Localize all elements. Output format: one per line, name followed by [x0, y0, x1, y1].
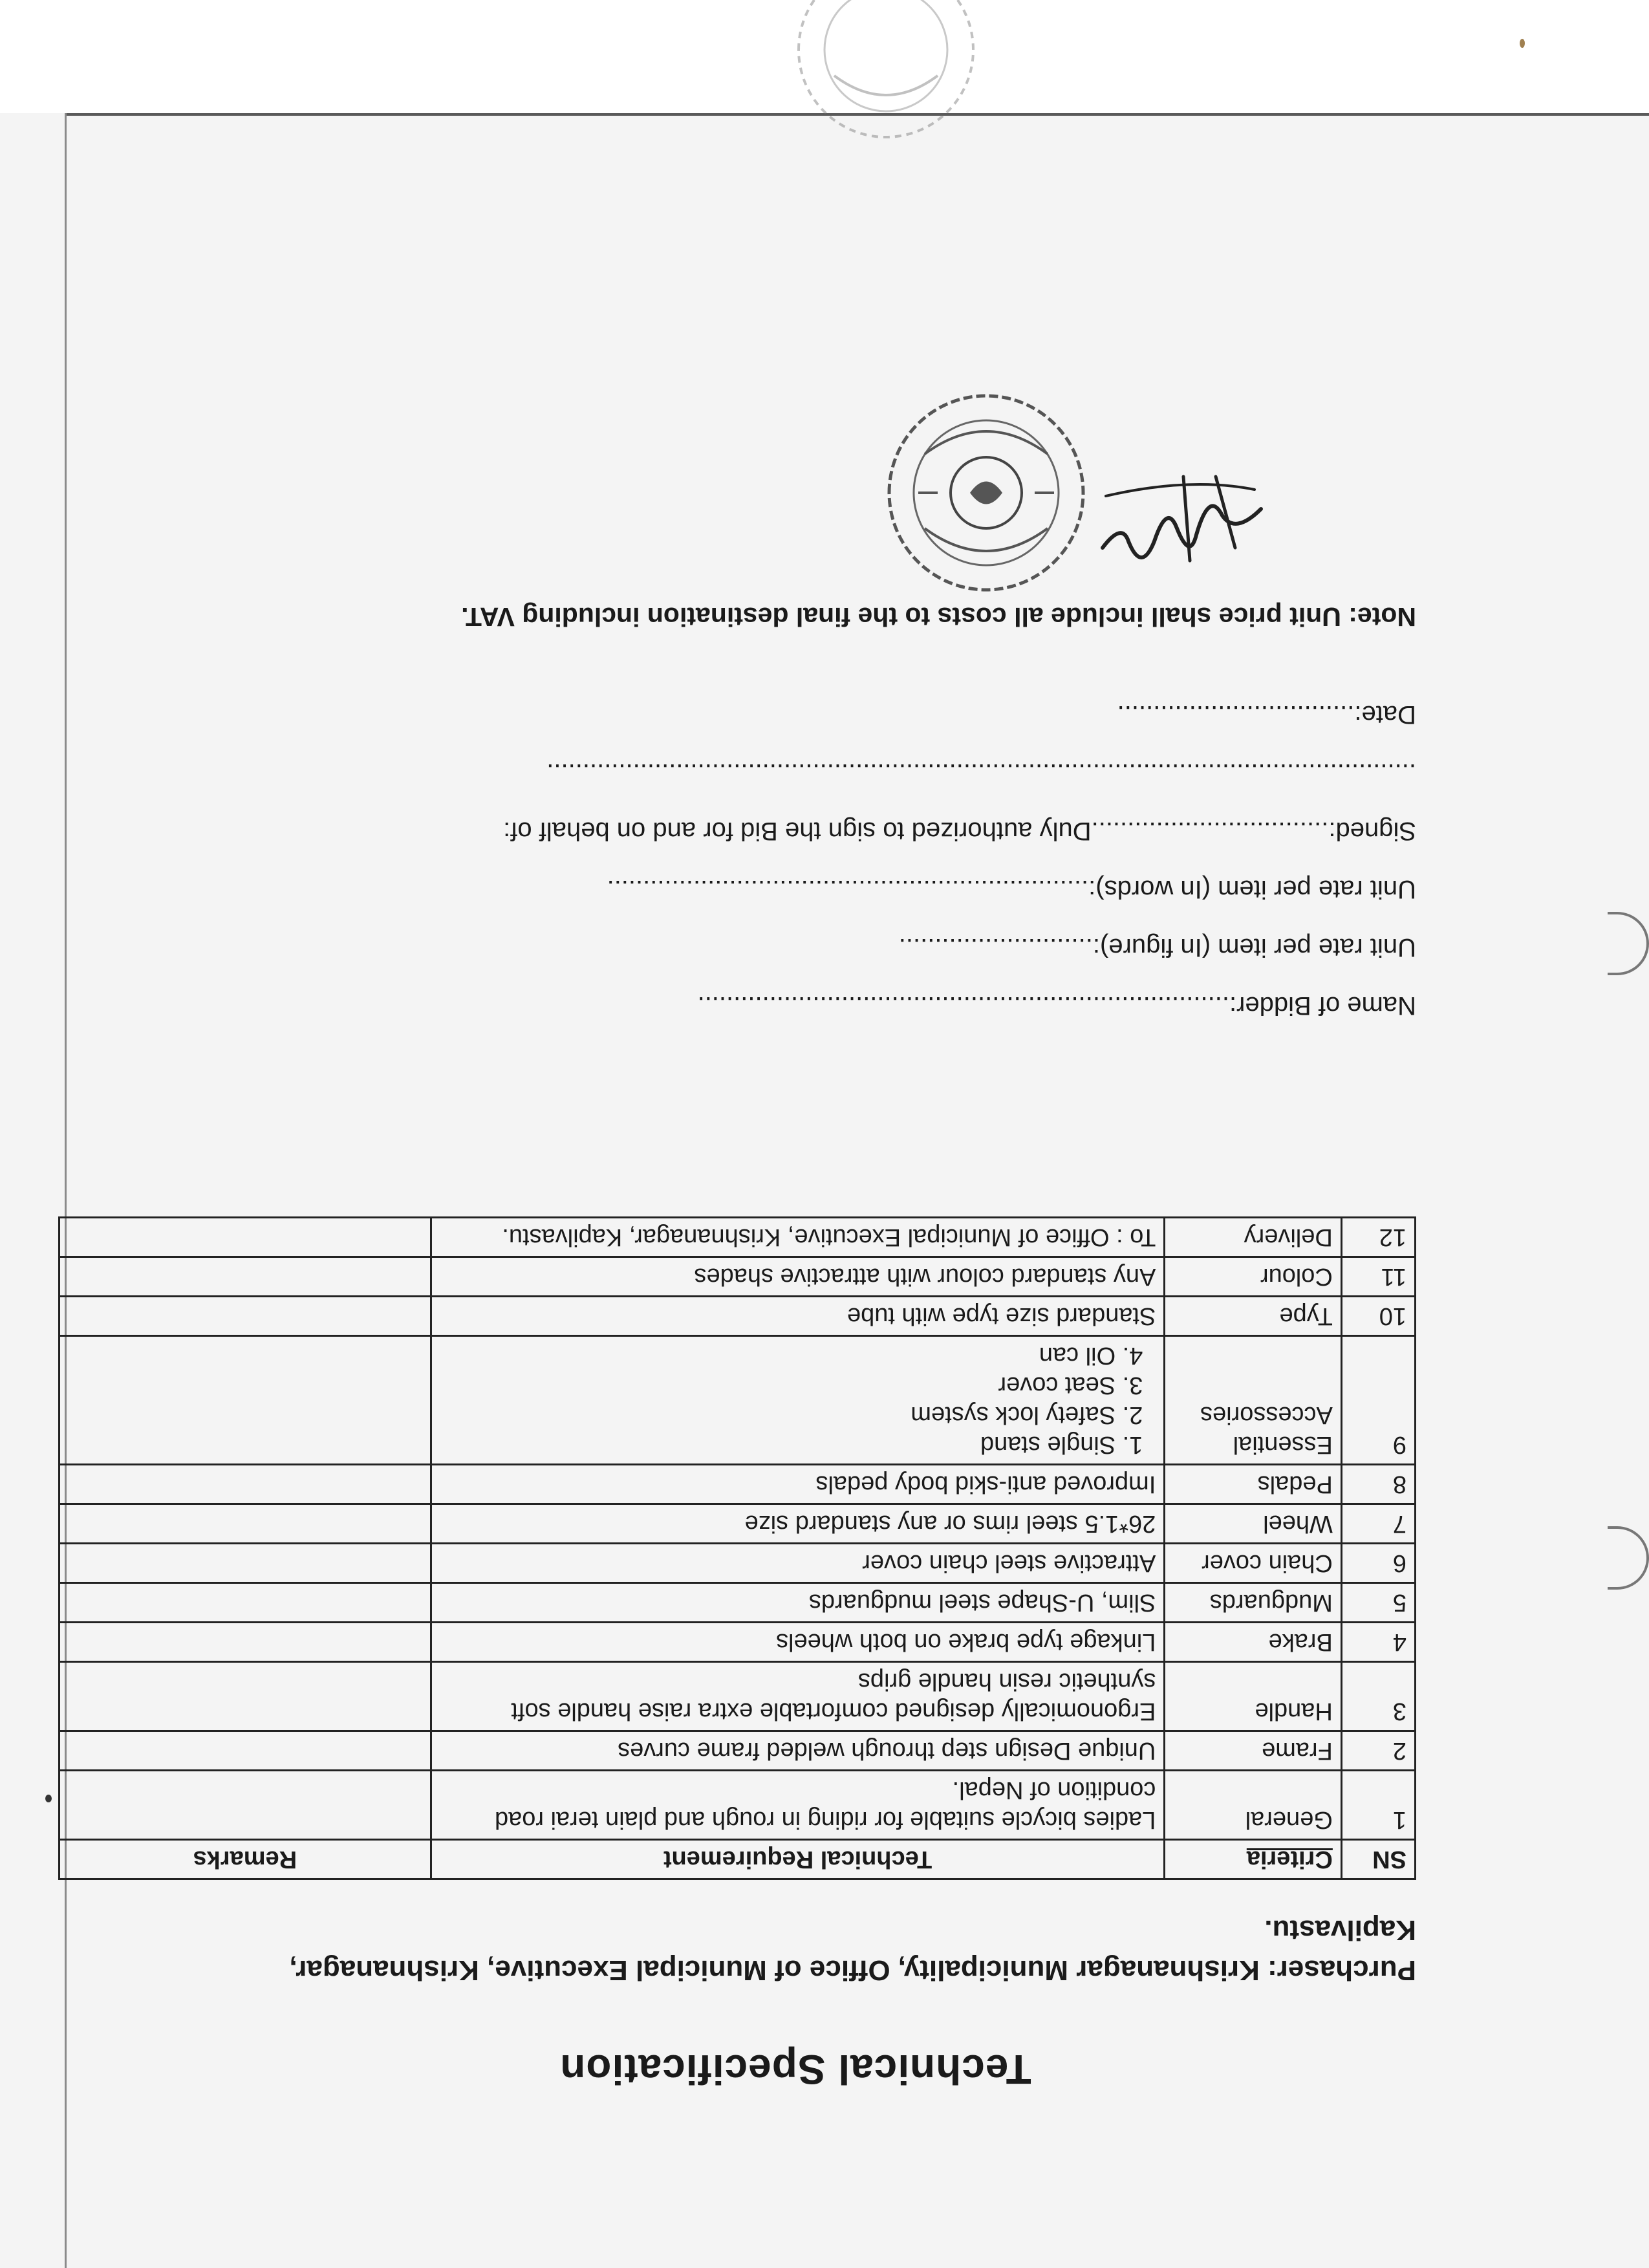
row-remarks — [59, 1257, 431, 1297]
row-requirement: Any standard colour with attractive shades — [431, 1257, 1165, 1297]
row-requirement: Attractive steel chain cover — [431, 1544, 1165, 1583]
row-requirement: Linkage type brake on both wheels — [431, 1623, 1165, 1662]
row-requirement: Ergonomically designed comfortable extra raise handle soft synthetic resin handle grips — [431, 1662, 1165, 1731]
row-criteria: Pedals — [1165, 1465, 1342, 1504]
list-item: 4. Oil can — [1039, 1342, 1143, 1369]
header-remarks: Remarks — [59, 1840, 431, 1879]
row-criteria: Mudguards — [1165, 1583, 1342, 1623]
handwritten-signature — [1093, 457, 1274, 587]
signed-continuation-line: ......................................................................................................................... — [546, 759, 1416, 787]
row-remarks — [59, 1465, 431, 1504]
row-remarks — [59, 1731, 431, 1771]
row-sn: 1 — [1341, 1771, 1415, 1840]
row-remarks — [59, 1336, 431, 1465]
bidder-name-field: Name of Bidder:.......................................................................... — [697, 991, 1416, 1020]
page-title: Technical Specification — [559, 2046, 1031, 2093]
table-row — [59, 1662, 1416, 1731]
row-remarks — [59, 1218, 431, 1257]
unit-rate-words-field: Unit rate per item (In words):................................................................... — [607, 875, 1416, 903]
accessories-list — [440, 1341, 1156, 1460]
row-requirement: Standard size type with tube — [431, 1297, 1165, 1336]
unit-rate-figure-field: Unit rate per item (In figure):........................... — [898, 933, 1416, 962]
faded-seal-stamp — [789, 0, 983, 147]
table-row — [59, 1218, 1416, 1257]
header-criteria: Criteria — [1165, 1840, 1342, 1879]
row-sn: 9 — [1341, 1336, 1415, 1465]
table-row — [59, 1504, 1416, 1544]
row-sn: 3 — [1341, 1662, 1415, 1731]
table-row — [59, 1297, 1416, 1336]
row-criteria: General — [1165, 1771, 1342, 1840]
row-sn: 11 — [1341, 1257, 1415, 1297]
row-remarks — [59, 1583, 431, 1623]
table-header-row — [59, 1840, 1416, 1879]
row-requirement: To : Office of Municipal Executive, Krishnanagar, Kapilvastu. — [431, 1218, 1165, 1257]
row-requirement: Slim, U-Shape steel mudguards — [431, 1583, 1165, 1623]
date-field: Date:................................. — [1117, 700, 1416, 729]
row-sn: 8 — [1341, 1465, 1415, 1504]
row-sn: 6 — [1341, 1544, 1415, 1583]
list-item: 2. Safety lock system — [911, 1401, 1143, 1429]
row-criteria: Essential Accessories — [1165, 1336, 1342, 1465]
row-sn: 2 — [1341, 1731, 1415, 1771]
row-remarks — [59, 1771, 431, 1840]
row-criteria: Brake — [1165, 1623, 1342, 1662]
table-row — [59, 1257, 1416, 1297]
table-row — [59, 1731, 1416, 1771]
row-requirement: Ladies bicycle suitable for riding in rough and plain terai road condition of Nepal. — [431, 1771, 1165, 1840]
row-remarks — [59, 1662, 431, 1731]
row-remarks — [59, 1623, 431, 1662]
row-sn: 7 — [1341, 1504, 1415, 1544]
row-criteria: Chain cover — [1165, 1544, 1342, 1583]
specification-table — [58, 1216, 1416, 1880]
row-criteria: Wheel — [1165, 1504, 1342, 1544]
table-row — [59, 1544, 1416, 1583]
row-requirement — [431, 1336, 1165, 1465]
list-item: 3. Seat cover — [998, 1372, 1143, 1399]
header-sn: SN — [1341, 1840, 1415, 1879]
row-sn: 10 — [1341, 1297, 1415, 1336]
row-criteria: Delivery — [1165, 1218, 1342, 1257]
header-technical-requirement: Technical Requirement — [431, 1840, 1165, 1879]
row-remarks — [59, 1504, 431, 1544]
row-remarks — [59, 1297, 431, 1336]
table-row — [59, 1336, 1416, 1465]
signed-field: Signed:.................................Duly authorized to sign the Bid for and on behalf of: — [503, 817, 1416, 845]
municipal-seal-stamp — [879, 386, 1093, 599]
table-row — [59, 1465, 1416, 1504]
row-requirement: 26*1.5 steel rims or any standard size — [431, 1504, 1165, 1544]
purchaser-line: Purchaser: Krishnanagar Municipality, Office of Municipal Executive, Krishnanagar, Kapilvastu. — [289, 1914, 1416, 1986]
table-row — [59, 1771, 1416, 1840]
row-requirement: Unique Design step through welded frame curves — [431, 1731, 1165, 1771]
table-row — [59, 1583, 1416, 1623]
table-row — [59, 1623, 1416, 1662]
row-criteria: Type — [1165, 1297, 1342, 1336]
row-requirement: Improved anti-skid body pedals — [431, 1465, 1165, 1504]
row-sn: 5 — [1341, 1583, 1415, 1623]
unit-price-note: Note: Unit price shall include all costs to the final destination including VAT. — [461, 602, 1416, 632]
row-criteria: Colour — [1165, 1257, 1342, 1297]
row-sn: 12 — [1341, 1218, 1415, 1257]
row-criteria: Handle — [1165, 1662, 1342, 1731]
row-criteria: Frame — [1165, 1731, 1342, 1771]
list-item: 1. Single stand — [980, 1431, 1143, 1458]
row-sn: 4 — [1341, 1623, 1415, 1662]
row-remarks — [59, 1544, 431, 1583]
